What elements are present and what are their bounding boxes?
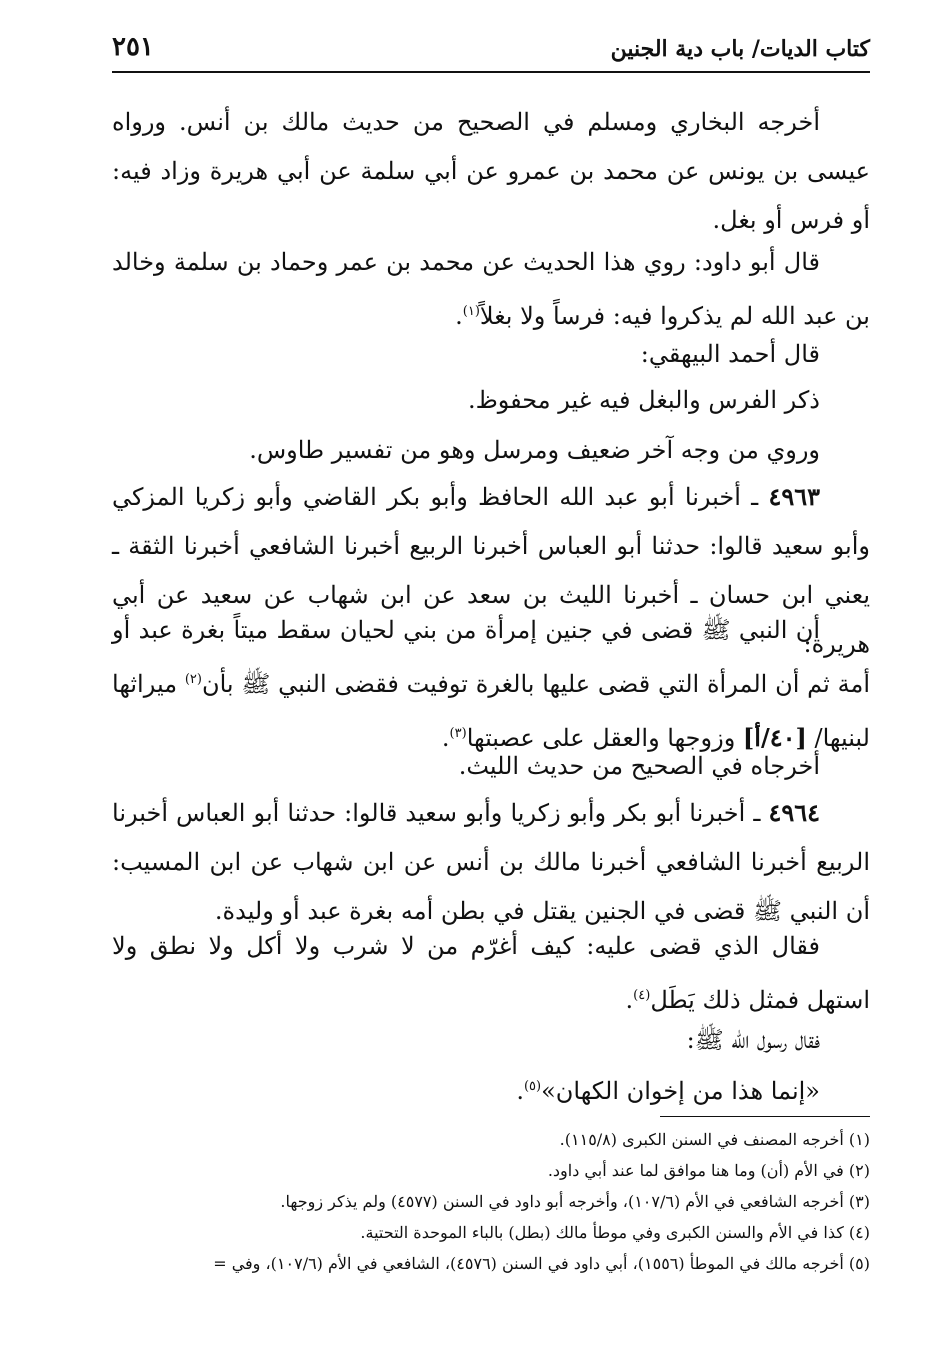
footnote-ref: (٣) — [449, 726, 467, 741]
paragraph-prophet-said — [112, 1016, 870, 1065]
page-number: ٢٥١ — [112, 32, 154, 62]
paragraph-end: . — [441, 724, 450, 752]
footnote-3: (٣) أخرجه الشافعي في الأم (١٠٧/٦)، وأخرجه أبو داود في السنن (٤٥٧٧) ولم يذكر زوجها. — [280, 1192, 870, 1211]
paragraph-takhrij-1 — [112, 98, 870, 245]
hadith-matn-4963 — [112, 606, 870, 763]
paragraph-abu-dawud — [112, 238, 870, 341]
paragraph-text: ذكر الفرس والبغل فيه غير محفوظ. — [467, 386, 820, 414]
paragraph-text: قال أبو داود: روي هذا الحديث عن محمد بن عمر وحماد بن سلمة وخالد بن عبد الله لم يذكروا فيه: فرساً ولا بغلاً — [112, 248, 870, 330]
paragraph-bayhaqi — [112, 330, 870, 379]
running-header — [112, 30, 870, 72]
footnote-2: (٢) في الأم (أن) وما هنا موافق لما عند أبي داود. — [547, 1161, 870, 1180]
footnote-ref: (٤) — [633, 988, 651, 1003]
paragraph-text: «إنما هذا من إخوان الكهان» — [541, 1077, 820, 1105]
paragraph-text: فقال الذي قضى عليه: كيف أغرّم من لا شرب ولا أكل ولا نطق ولا استهل فمثل ذلك يَطَل — [112, 932, 870, 1014]
paragraph-text: أخرجه البخاري ومسلم في الصحيح من حديث مالك بن أنس. ورواه عيسى بن يونس عن محمد بن عمرو عن أبي سلمة عن أبي هريرة وزاد فيه: أو فرس أو بغل. — [112, 108, 870, 234]
paragraph-mahfuz — [112, 376, 870, 425]
matn-text: أن النبي ﷺ قضى في جنين إمرأة من بني لحيان سقط ميتاً بغرة عبد أو أمة ثم أن المرأة التي قضى عليها بالغرة توفيت فقضى النبي ﷺ بأن — [112, 616, 870, 698]
paragraph-text: قال أحمد البيهقي: — [640, 340, 820, 368]
matn-text: وزوجها والعقل على عصبتها — [466, 724, 743, 752]
footnote-4: (٤) كذا في الأم والسنن الكبرى وفي موطأ مالك (بطل) بالباء الموحدة التحتية. — [360, 1223, 870, 1242]
hadith-number: ٤٩٦٤ — [768, 798, 820, 827]
footnote-1: (١) أخرجه المصنف في السنن الكبرى (١١٥/٨). — [559, 1130, 870, 1149]
manuscript-folio-marker: [٤٠/أ] — [742, 723, 807, 752]
footnote-ref: (٥) — [523, 1079, 542, 1094]
paragraph-end: . — [625, 986, 634, 1014]
hadith-text: ـ أخبرنا أبو بكر وأبو زكريا وأبو سعيد قالوا: حدثنا أبو العباس أخبرنا الربيع أخبرنا الشافعي أخبرنا مالك بن أنس عن ابن شهاب عن ابن المسيب: أن النبي ﷺ قضى في الجنين يقتل في بطن أمه بغرة عبد أو وليدة. — [112, 799, 870, 925]
hadith-4964 — [112, 788, 870, 936]
footnote-5: (٥) أخرجه مالك في الموطأ (١٥٥٦)، أبي داود في السنن (٤٥٧٦)، الشافعي في الأم (١٠٧/٦)، وفي = — [213, 1254, 870, 1273]
matn-text: ميراثها لبنيها/ — [112, 670, 870, 752]
paragraph-quote — [112, 1062, 870, 1116]
header-rule — [112, 71, 870, 73]
paragraph-tawus — [112, 426, 870, 475]
footnotes — [90, 1124, 870, 1279]
chapter-title: كتاب الديات/ باب دية الجنين — [610, 36, 870, 62]
footnote-ref: (١) — [462, 304, 480, 319]
hadith-number: ٤٩٦٣ — [768, 482, 820, 511]
paragraph-text: أخرجاه في الصحيح من حديث الليث. — [458, 752, 820, 780]
paragraph-end: . — [455, 302, 463, 330]
paragraph-text: وروي من وجه آخر ضعيف ومرسل وهو من تفسير طاوس. — [249, 436, 820, 464]
paragraph-text: فقال رسول الله ﷺ: — [686, 1026, 820, 1054]
paragraph-end: . — [516, 1077, 524, 1105]
footnote-separator — [660, 1116, 870, 1117]
paragraph-objection — [112, 922, 870, 1025]
footnote-ref: (٢) — [184, 672, 202, 687]
hadith-isnad: ـ أخبرنا أبو عبد الله الحافظ وأبو بكر القاضي وأبو زكريا المزكي وأبو سعيد قالوا: حدثنا أبو العباس أخبرنا الربيع أخبرنا الشافعي أخبرنا الثقة ـ يعني ابن حسان ـ أخبرنا الليث بن سعد عن ابن شهاب عن سعيد عن أبي هريرة: — [112, 483, 870, 658]
paragraph-takhrij-2 — [112, 742, 870, 791]
